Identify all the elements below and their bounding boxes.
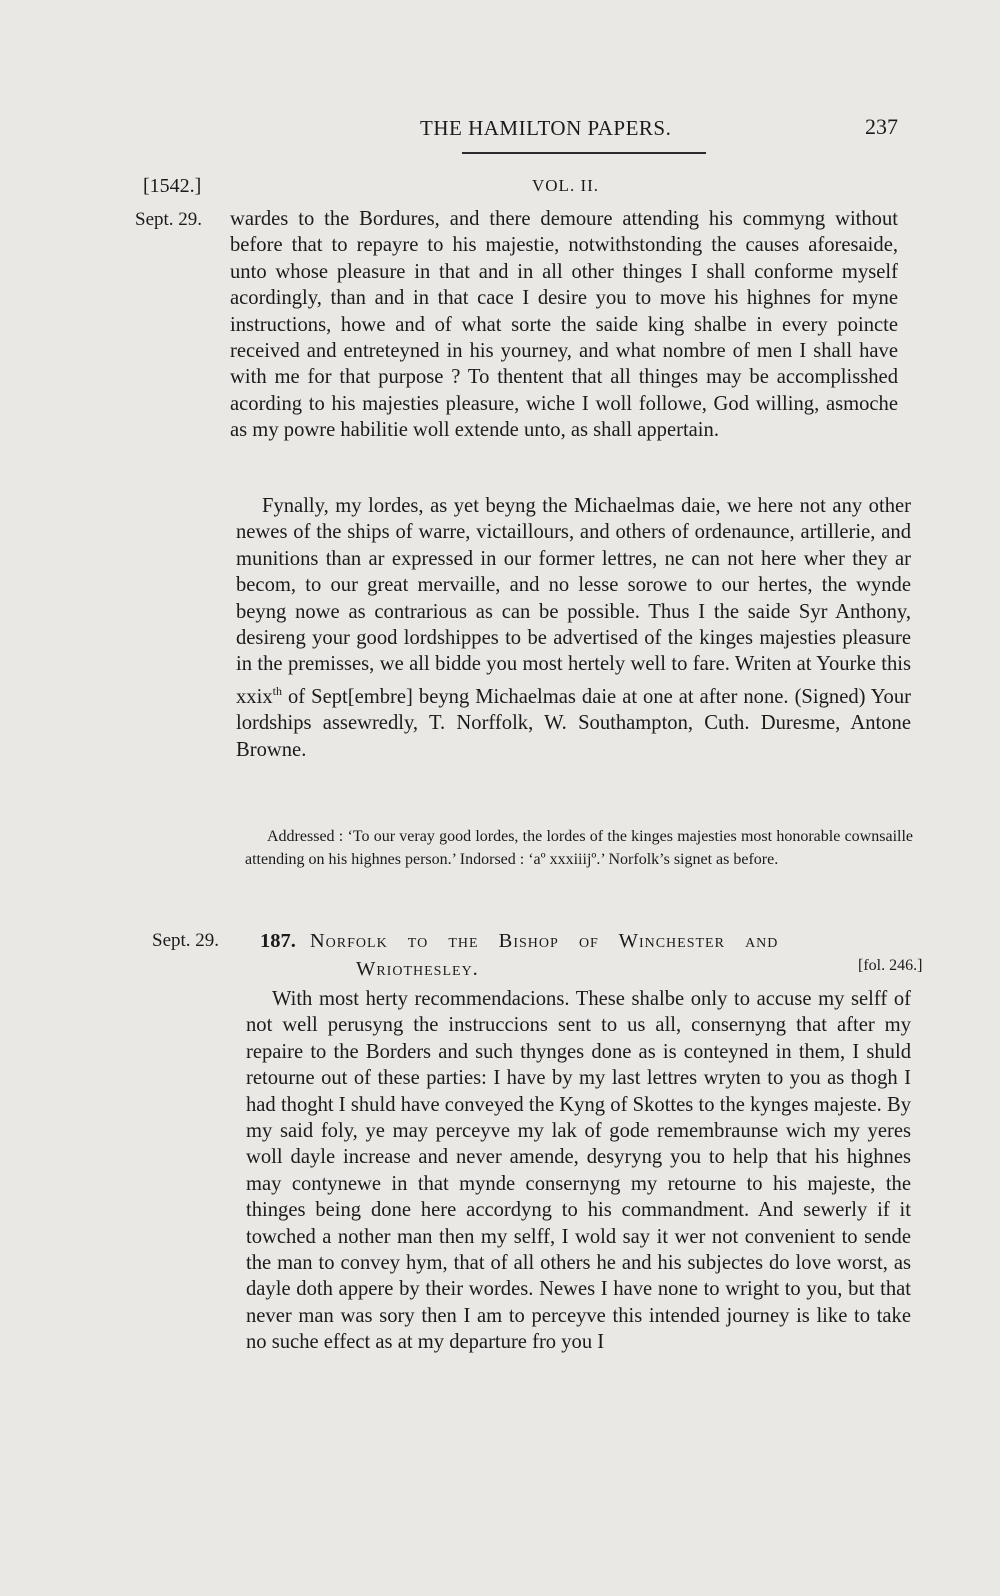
continuation-paragraph — [230, 206, 898, 444]
paragraph-text: wardes to the Bordures, and there demoure attending his commyng without before that to repayre to his majestie, notwithstonding the causes aforesaide, unto whose pleasure in that and in all other thinges I shall conforme myself acordingly, than and in that cace I desire you to move his highnes for myne instructions, howe and of what sorte the saide king shalbe in every poincte received and entreteyned in his yourney, and what nombre of men I shall have with me for that purpose ? To thentent that all thinges may be accomplisshed acording to his majesties pleasure, wiche I woll followe, God willing, asmoche as my powre habilitie woll extende unto, as shall appertain. — [230, 208, 898, 442]
margin-date: Sept. 29. — [135, 209, 203, 230]
entry-number: 187. — [260, 930, 296, 952]
closing-paragraph — [236, 493, 911, 763]
paragraph-text: With most herty recommendacions. These shalbe only to accuse my selff of not well perusyng the instruccions sent to us all, consernyng that after my repaire to the Borders and such thynges done as is conteyned in them, I shuld retourne out of these parties: I have by my last lettres wryten to you as thogh I had thoght I shuld have conveyed the Kyng of Skottes to the kynges majeste. By my said foly, ye may perceyve my lak of gode remembraunse wich my yeres woll dayle increase and never amende, desyryng you to help that his highnes may contynewe in that mynde consernyng my retourne to his majeste, the thinges being done here accordyng to his commandment. And sewerly if it towched a nother man then my selff, I wold say it wer not convenient to sende the man to convey hym, that of all others he and his subjectes do love worst, as dayle doth appere by their wordes. Newes I have none to wright to you, but that never man was sory then I am to perceyve this intended journey is like to take no suche effect as at my departure fro you I — [246, 988, 911, 1354]
folio-reference: [fol. 246.] — [858, 957, 923, 974]
entry-heading — [260, 927, 916, 983]
endorsement-note: Addressed : ‘To our veray good lordes, the lordes of the kinges majesties most honorable cownsaille attending on his highnes person.’ Indorsed : ‘aº xxxiiijº.’ Norfolk’s signet as before. — [245, 828, 913, 868]
superscript: th — [272, 683, 282, 698]
running-title: THE HAMILTON PAPERS. — [420, 116, 672, 140]
paragraph-text-part: Fynally, my lordes, as yet beyng the Michaelmas daie, we here not any other newes of the ships of warre, victaillours, and others of ordenaunce, artillerie, and munitions than ar expressed in our former lettres, ne can not here wher they ar becom, to our great mervaille, and no lesse sorowe to our hertes, the wynde beyng nowe as contrarious as can be possible. Thus I the saide Syr Anthony, desireng your good lordshippes to be advertised of the kinges majesties pleasure in the premisses, we all bidde you most hertely well to fare. Writen at Yourke this xxix — [236, 495, 911, 708]
entry-title: Norfolk to the Bishop of Winchester and — [309, 930, 779, 952]
letter-body — [246, 986, 911, 1356]
entry-title-continued: Wriothesley. — [356, 958, 479, 980]
margin-date: Sept. 29. — [152, 930, 220, 951]
paragraph-text-part: of Sept[embre] beyng Michaelmas daie at one at after none. (Signed) Your lordships assewredly, T. Norffolk, W. Southampton, Cuth. Duresme, Antone Browne. — [236, 685, 911, 761]
year-label: [1542.] — [143, 175, 202, 197]
page-number: 237 — [865, 114, 898, 139]
title-rule — [462, 152, 706, 154]
paragraph-text — [236, 493, 911, 763]
volume-label: VOL. II. — [532, 176, 600, 195]
